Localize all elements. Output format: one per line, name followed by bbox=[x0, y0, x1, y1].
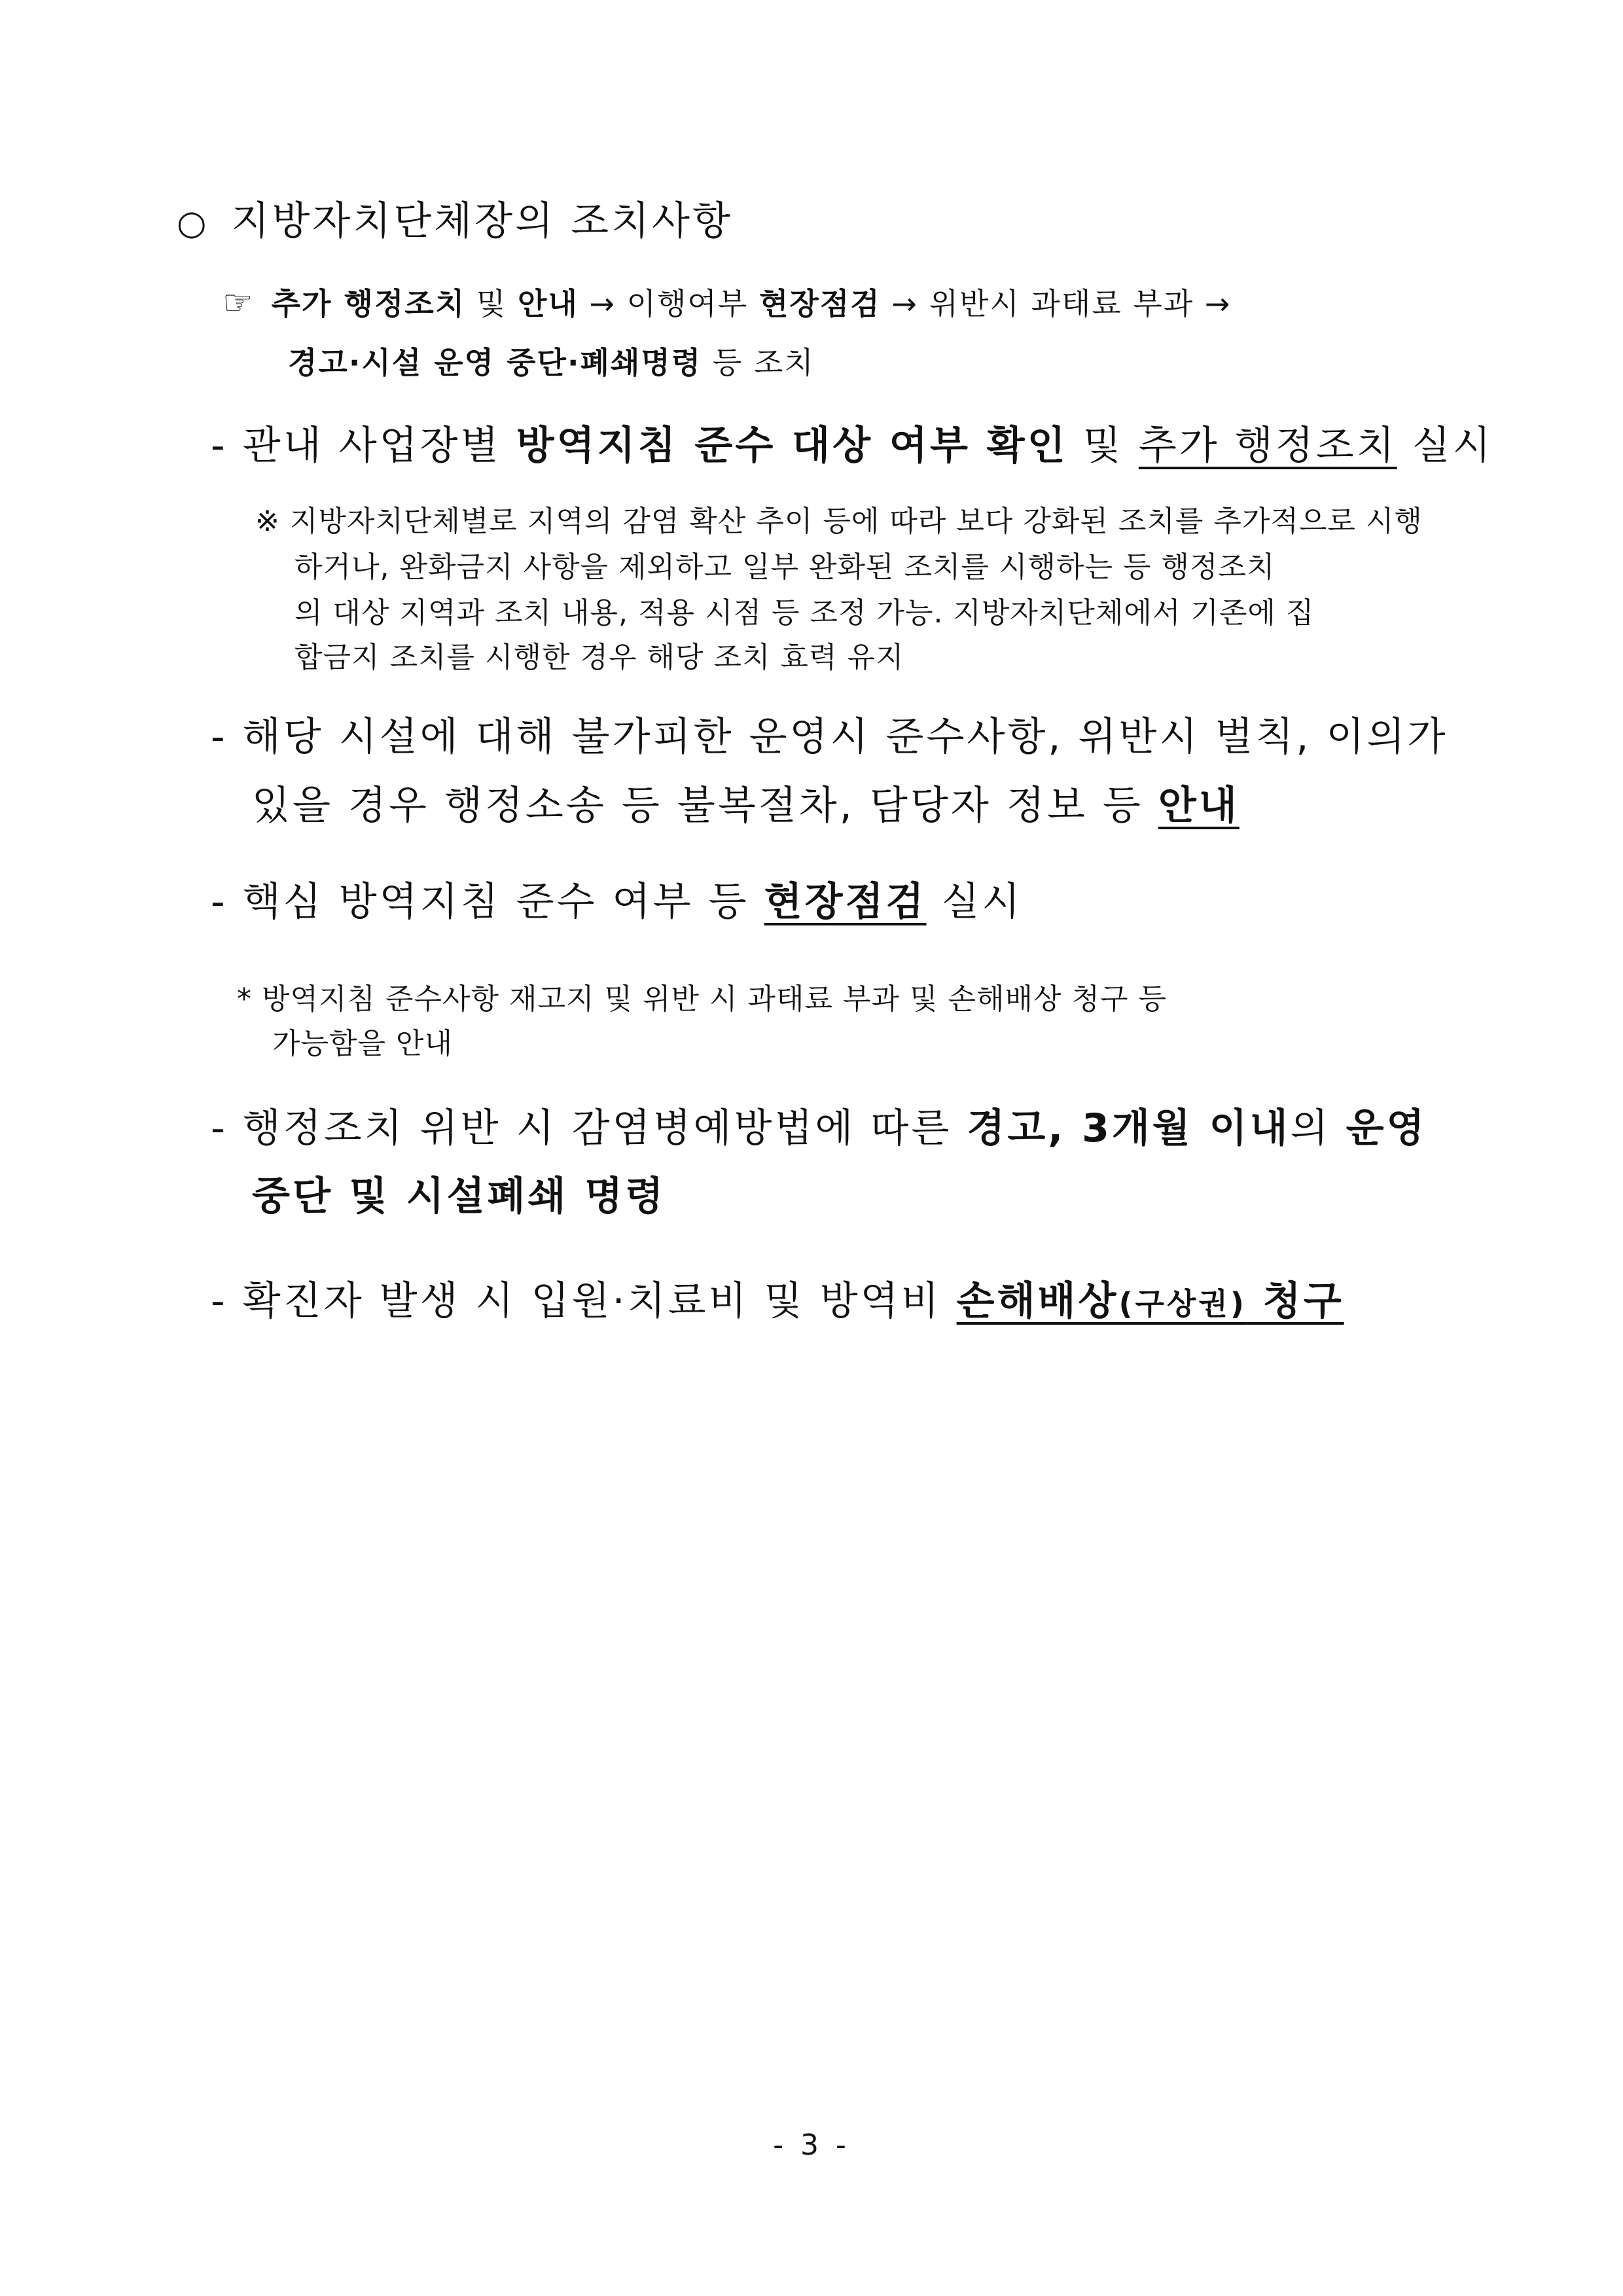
circle-bullet: ○ bbox=[177, 204, 209, 243]
note-text: 방역지침 준수사항 재고지 및 위반 시 과태료 부과 및 손해배상 청구 등 bbox=[262, 982, 1167, 1016]
reference-note-line-2: 하거나, 완화금지 사항을 제외하고 일부 완화된 조치를 시행하는 등 행정조치 bbox=[294, 550, 1275, 584]
item-text: 및 bbox=[1067, 423, 1139, 469]
summary-onsite-inspection: 현장점검 bbox=[758, 286, 881, 321]
summary-guidance: 안내 bbox=[517, 286, 579, 321]
item-text: 해당 시설에 대해 불가피한 운영시 준수사항, 위반시 벌칙, 이의가 bbox=[242, 714, 1448, 760]
reference-note-line-1 bbox=[255, 497, 1423, 539]
summary-closure-order: 경고·시설 운영 중단·폐쇄명령 bbox=[288, 345, 702, 380]
item-text: 의 bbox=[1290, 1105, 1346, 1151]
star-note-line-2: 가능함을 안내 bbox=[272, 1027, 454, 1060]
reference-mark: ※ bbox=[255, 505, 290, 538]
summary-text: 등 조치 bbox=[702, 345, 815, 380]
item-underlined: 안내 bbox=[1158, 783, 1240, 829]
dash-item-4-line-2: 중단 및 시설폐쇄 명령 bbox=[252, 1174, 666, 1219]
summary-text: → 이행여부 bbox=[578, 286, 759, 321]
heading-text: 지방자치단체장의 조치사항 bbox=[231, 198, 733, 244]
note-text: 지방자치단체별로 지역의 감염 확산 추이 등에 따라 보다 강화된 조치를 추가적으로 시행 bbox=[289, 505, 1423, 538]
dash-item-4-line-1 bbox=[211, 1097, 1427, 1153]
damages-claim: 손해배상 bbox=[956, 1278, 1119, 1324]
item-emphasis: 경고, 3개월 이내 bbox=[967, 1105, 1291, 1151]
item-underlined: 현장점검 bbox=[764, 879, 927, 925]
summary-text: → 위반시 과태료 부과 → bbox=[880, 286, 1232, 321]
item-text: 확진자 발생 시 입원·치료비 및 방역비 bbox=[242, 1278, 957, 1324]
pointing-hand-icon: ☞ bbox=[223, 283, 255, 323]
item-text: 관내 사업장별 bbox=[242, 423, 516, 469]
dash-item-5 bbox=[211, 1270, 1344, 1326]
dash-bullet: - bbox=[211, 1278, 243, 1324]
asterisk-mark: * bbox=[237, 982, 262, 1016]
dash-bullet: - bbox=[211, 1105, 243, 1151]
dash-item-1 bbox=[211, 414, 1493, 471]
item-text: 실시 bbox=[1397, 423, 1493, 469]
star-note-line-1 bbox=[237, 975, 1167, 1017]
pointer-summary-line-2 bbox=[288, 339, 815, 382]
item-underlined bbox=[957, 1278, 1344, 1324]
dash-item-2-line-2 bbox=[252, 774, 1240, 831]
summary-additional-measures: 추가 행정조치 bbox=[271, 286, 466, 321]
item-text: 실시 bbox=[926, 879, 1023, 925]
item-text: 있을 경우 행정소송 등 불복절차, 담당자 정보 등 bbox=[252, 783, 1158, 829]
dash-item-2-line-1 bbox=[211, 706, 1448, 762]
dash-bullet: - bbox=[211, 423, 243, 469]
indemnity-right: (구상권) bbox=[1118, 1286, 1247, 1321]
item-emphasis: 방역지침 준수 대상 여부 확인 bbox=[516, 423, 1068, 469]
summary-text: 및 bbox=[465, 286, 518, 321]
item-emphasis: 운영 bbox=[1346, 1105, 1427, 1151]
reference-note-line-3: 의 대상 지역과 조치 내용, 적용 시점 등 조정 가능. 지방자치단체에서 기존에 집 bbox=[294, 596, 1315, 630]
claim-word: 청구 bbox=[1246, 1278, 1344, 1324]
dash-item-3 bbox=[211, 870, 1023, 927]
dash-bullet: - bbox=[211, 714, 243, 760]
reference-note-line-4: 합금지 조치를 시행한 경우 해당 조치 효력 유지 bbox=[294, 641, 904, 674]
item-underlined: 추가 행정조치 bbox=[1138, 423, 1397, 469]
section-heading bbox=[177, 190, 733, 246]
page-number: - 3 - bbox=[773, 2128, 850, 2162]
item-text: 행정조치 위반 시 감염병예방법에 따른 bbox=[242, 1105, 967, 1151]
pointer-summary-line-1 bbox=[223, 280, 1231, 323]
item-text: 핵심 방역지침 준수 여부 등 bbox=[242, 879, 764, 925]
dash-bullet: - bbox=[211, 879, 243, 925]
